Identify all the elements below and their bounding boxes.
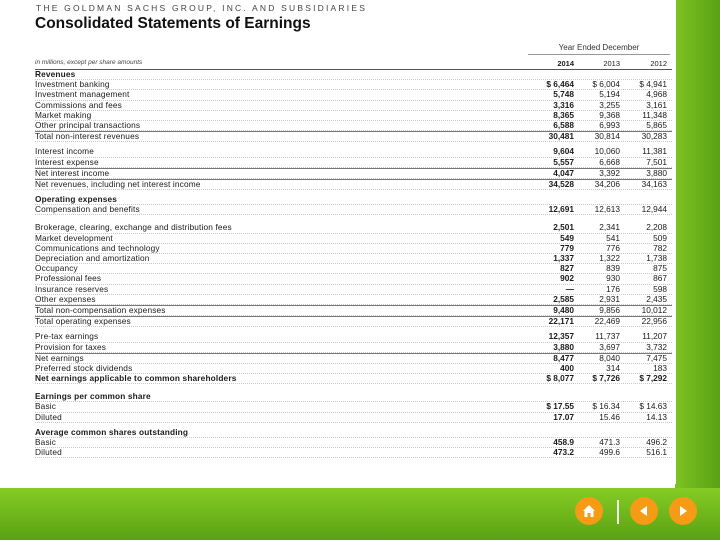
row-label: Market making: [35, 109, 92, 120]
cell-2012: 11,381: [642, 146, 667, 157]
row-label: Basic: [35, 401, 57, 412]
cell-2014: 9,604: [553, 146, 574, 157]
table-row: [35, 374, 672, 384]
table-row: [35, 147, 672, 157]
cell-2014: 549: [560, 232, 574, 243]
cell-2012: 3,880: [646, 167, 667, 178]
table-section: [35, 147, 672, 190]
cell-2014: 22,171: [548, 316, 574, 327]
cell-2013: 6,668: [599, 156, 620, 167]
cell-2013: 9,368: [599, 109, 620, 120]
row-label: Total operating expenses: [35, 316, 131, 327]
cell-2014: $ 6,464: [546, 79, 574, 90]
table-section: [35, 223, 672, 327]
cell-2013: 930: [606, 273, 620, 284]
cell-2013: 10,060: [594, 146, 620, 157]
table-section: [35, 392, 672, 423]
cell-2012: 14.13: [646, 411, 667, 422]
cell-2014: —: [565, 283, 574, 294]
cell-2012: 12,944: [641, 204, 667, 215]
cell-2014: 1,337: [553, 253, 574, 263]
units-note: in millions, except per share amounts: [35, 59, 143, 66]
cell-2012: 10,012: [641, 304, 667, 315]
cell-2013: 776: [606, 242, 620, 253]
row-label: Net interest income: [35, 167, 110, 178]
cell-2012: 34,163: [641, 178, 667, 189]
cell-2013: 9,856: [599, 304, 620, 315]
cell-2013: 499.6: [599, 447, 620, 458]
cell-2012: $ 4,941: [639, 79, 667, 90]
column-group-label: Year Ended December: [528, 43, 670, 55]
row-label: Revenues: [35, 69, 76, 79]
cell-2013: 5,194: [599, 89, 620, 100]
row-label: Earnings per common share: [35, 391, 151, 402]
cell-2013: 15.46: [599, 411, 620, 422]
cell-2012: 22,956: [641, 316, 667, 327]
cell-2014: 34,528: [548, 178, 574, 189]
row-label: Market development: [35, 232, 113, 243]
table-row: [35, 343, 672, 353]
row-label: Total non-interest revenues: [35, 131, 140, 142]
cell-2014: 8,477: [553, 352, 574, 363]
table-row: [35, 438, 672, 448]
cell-2013: 1,322: [599, 253, 620, 263]
row-label: Preferred stock dividends: [35, 362, 133, 373]
earnings-table: [35, 70, 672, 458]
row-label: Operating expenses: [35, 194, 118, 205]
row-label: Net earnings applicable to common shareholders: [35, 373, 237, 384]
cell-2014: 5,557: [553, 156, 574, 167]
cell-2012: 11,348: [642, 109, 667, 120]
cell-2013: 22,469: [594, 316, 620, 327]
row-label: Investment management: [35, 89, 130, 100]
cell-2013: $ 7,726: [592, 373, 620, 384]
cell-2014: $ 17.55: [546, 401, 574, 412]
cell-2014: 5,748: [553, 89, 574, 100]
cell-2012: 496.2: [646, 437, 667, 447]
company-header: THE GOLDMAN SACHS GROUP, INC. AND SUBSIDIARIES: [36, 3, 368, 13]
cell-2014: 12,691: [548, 204, 574, 215]
row-label: Communications and technology: [35, 242, 160, 253]
cell-2012: $ 7,292: [639, 373, 667, 384]
row-label: Brokerage, clearing, exchange and distribution fees: [35, 222, 232, 233]
row-label: Provision for taxes: [35, 341, 107, 352]
statement-sheet: [28, 0, 676, 484]
home-icon: [581, 503, 597, 519]
table-section: [35, 70, 672, 142]
cell-2012: 3,161: [646, 99, 667, 110]
nav-separator: [617, 500, 619, 524]
table-section: [35, 195, 672, 215]
cell-2014: 30,481: [548, 131, 574, 142]
table-row: [35, 80, 672, 90]
section-heading-row: [35, 70, 672, 80]
table-row: [35, 131, 672, 142]
cell-2013: 34,206: [594, 178, 620, 189]
table-row: [35, 121, 672, 131]
cell-2012: 5,865: [646, 119, 667, 130]
cell-2014: 902: [560, 273, 574, 284]
section-heading-row: [35, 392, 672, 402]
cell-2012: 598: [653, 283, 667, 294]
row-label: Interest expense: [35, 156, 99, 167]
cell-2014: 827: [560, 263, 574, 274]
cell-2012: $ 14.63: [639, 401, 667, 412]
cell-2014: 3,880: [553, 341, 574, 352]
table-row: [35, 90, 672, 100]
cell-2013: 3,255: [599, 99, 620, 110]
row-label: Total non-compensation expenses: [35, 304, 166, 315]
table-row: [35, 205, 672, 215]
previous-button[interactable]: [630, 497, 658, 525]
cell-2014: 2,585: [553, 293, 574, 304]
table-row: [35, 305, 672, 316]
table-row: [35, 285, 672, 295]
cell-2014: $ 8,077: [546, 373, 574, 384]
cell-2012: 516.1: [646, 447, 667, 458]
cell-2012: 509: [653, 232, 667, 243]
row-label: Basic: [35, 437, 57, 447]
row-label: Interest income: [35, 146, 94, 157]
cell-2012: 30,283: [641, 131, 667, 142]
cell-2013: 314: [606, 362, 620, 373]
cell-2013: 471.3: [599, 437, 620, 447]
year-2012-header: 2012: [650, 59, 667, 68]
row-label: Commissions and fees: [35, 99, 122, 110]
next-icon: [676, 504, 690, 518]
cell-2013: $ 16.34: [592, 401, 620, 412]
cell-2014: 458.9: [553, 437, 574, 447]
year-2014-header: 2014: [557, 59, 574, 68]
cell-2013: 11,737: [595, 331, 620, 342]
row-label: Diluted: [35, 411, 62, 422]
table-row: [35, 158, 672, 168]
cell-2012: 3,732: [646, 341, 667, 352]
cell-2012: 875: [653, 263, 667, 274]
cell-2013: 839: [606, 263, 620, 274]
cell-2014: 17.07: [553, 411, 574, 422]
table-row: [35, 448, 672, 458]
cell-2012: 867: [653, 273, 667, 284]
cell-2013: 30,814: [594, 131, 620, 142]
cell-2014: 6,588: [553, 119, 574, 130]
cell-2013: 2,931: [599, 293, 620, 304]
row-label: Investment banking: [35, 79, 110, 90]
next-button[interactable]: [669, 497, 697, 525]
year-2013-header: 2013: [603, 59, 620, 68]
green-bottom-band: [0, 488, 720, 540]
row-label: Other expenses: [35, 293, 96, 304]
green-side-band: [675, 0, 720, 540]
cell-2014: 8,365: [553, 109, 574, 120]
cell-2013: 176: [606, 283, 620, 294]
cell-2014: 3,316: [553, 99, 574, 110]
cell-2013: 541: [606, 232, 620, 243]
row-label: Other principal transactions: [35, 119, 141, 130]
prev-icon: [637, 504, 651, 518]
cell-2013: 2,341: [599, 222, 620, 233]
table-row: [35, 101, 672, 111]
section-heading-row: [35, 428, 672, 438]
row-label: Occupancy: [35, 263, 78, 274]
row-label: Net earnings: [35, 352, 84, 363]
row-label: Compensation and benefits: [35, 204, 140, 215]
cell-2012: 183: [653, 362, 667, 373]
table-row: [35, 274, 672, 284]
cell-2012: 2,435: [646, 293, 667, 304]
row-label: Average common shares outstanding: [35, 426, 189, 437]
row-label: Professional fees: [35, 273, 102, 284]
cell-2012: 4,968: [646, 89, 667, 100]
cell-2014: 2,501: [553, 222, 574, 233]
cell-2013: 8,040: [599, 352, 620, 363]
table-row: [35, 254, 672, 264]
table-row: [35, 316, 672, 327]
table-row: [35, 332, 672, 342]
table-row: [35, 264, 672, 274]
table-row: [35, 402, 672, 412]
cell-2014: 400: [560, 362, 574, 373]
row-label: Pre-tax earnings: [35, 331, 99, 342]
cell-2013: $ 6,004: [592, 79, 620, 90]
cell-2012: 7,475: [646, 352, 667, 363]
cell-2013: 3,697: [599, 341, 620, 352]
column-header-row: [35, 58, 672, 70]
row-label: Diluted: [35, 447, 62, 458]
cell-2014: 9,480: [553, 304, 574, 315]
table-section: [35, 332, 672, 384]
table-section: [35, 428, 672, 459]
cell-2012: 7,501: [646, 156, 667, 167]
table-row: [35, 179, 672, 190]
cell-2012: 1,738: [646, 253, 667, 263]
cell-2013: 12,613: [594, 204, 620, 215]
cell-2013: 6,993: [599, 119, 620, 130]
cell-2012: 782: [653, 242, 667, 253]
cell-2014: 12,357: [548, 331, 574, 342]
table-row: [35, 413, 672, 423]
statement-title: Consolidated Statements of Earnings: [35, 15, 311, 32]
table-row: [35, 168, 672, 179]
row-label: Depreciation and amortization: [35, 253, 150, 263]
cell-2012: 11,207: [642, 331, 667, 342]
cell-2014: 779: [560, 242, 574, 253]
table-row: [35, 223, 672, 233]
cell-2013: 3,392: [599, 167, 620, 178]
table-row: [35, 295, 672, 305]
cell-2012: 2,208: [646, 222, 667, 233]
row-label: Net revenues, including net interest income: [35, 178, 201, 189]
cell-2014: 4,047: [553, 167, 574, 178]
home-button[interactable]: [575, 497, 603, 525]
row-label: Insurance reserves: [35, 283, 109, 294]
cell-2014: 473.2: [553, 447, 574, 458]
